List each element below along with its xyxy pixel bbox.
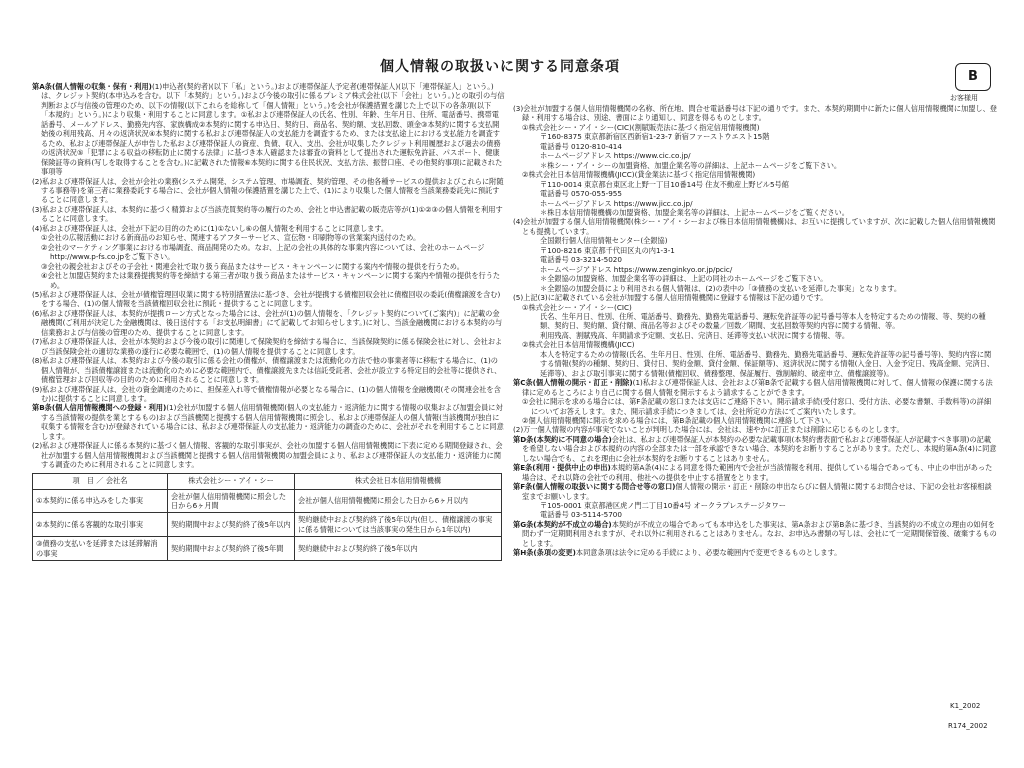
clause-paragraph — [513, 350, 997, 378]
clause-text: ②株式会社日本信用情報機構(JICC)(貸金業法に基づく指定信用情報機関) — [522, 170, 756, 180]
clause-text: (2)私および連帯保証人に係る本契約に基づく個人情報、客観的な取引事実が、会社の加盟する個人信用情報機関に下表に定める期間登録され、会社が加盟する個人信用情報機関および当該機関と提携する個人信用情報機関の加盟会員により、私および連帯保証人の支払能力・返済能力に関する調査のために利用されることに同意します。 — [32, 441, 503, 470]
clause-heading: 第B条(個人信用情報機関への登録・利用) — [32, 403, 167, 413]
clause-text: (3)会社が加盟する個人信用情報機関の名称、所在地、問合せ電話番号は下記の通りです。また、本契約期間中に新たに個人信用情報機関に加盟し、登録・利用する場合は、別途、書面により通知し、同意を得るものとします。 — [513, 104, 997, 123]
table-cell: ①本契約に係る申込みをした事実 — [33, 489, 168, 513]
clause-paragraph — [513, 463, 997, 482]
clause-paragraph — [513, 425, 997, 434]
clause-paragraph — [513, 170, 997, 179]
clause-paragraph — [32, 233, 505, 242]
clause-text: 本規約第A条(4)による同意を得た範囲内で会社が当該情報を利用、提供している場合であっても、中止の申出があった場合は、それ以降の会社での利用、他社への提供を中止する措置をとります。 — [522, 463, 993, 482]
clause-heading: 第C条(個人情報の開示・訂正・削除) — [513, 378, 633, 388]
table-header-item: 項 目 ／ 会社名 — [33, 473, 168, 489]
clause-text: (1)会社が加盟する個人信用情報機関(個人の支払能力・返済能力に関する情報の収集および加盟会員に対する当該情報の提供を業とするもの)および当該機関と提携する個人信用情報機関に照会し、私および連帯保証人の個人情報(当該機関が独自に収集する情報を含む)が登録されている場合には、私および連帯保証人の支払能力・返済能力の調査のために、会社がそれを利用することに同意します。 — [41, 403, 504, 441]
table-cell: 契約期間中および契約終了後5年間 — [168, 537, 295, 561]
clause-text: 〒105-0001 東京都港区虎ノ門二丁目10番4号 オークラプレステージタワー — [540, 501, 786, 511]
clause-text: (5)私および連帯保証人は、会社が債権管理回収業に関する特別措置法に基づき、会社が提携する債権回収会社に債権回収の委託(債権譲渡を含む)をする場合、(1)の個人情報を当該債権回収会社に預託・提供することに同意します。 — [32, 289, 501, 309]
clause-paragraph — [513, 510, 997, 519]
clause-heading: 第E条(利用・提供中止の申出) — [513, 463, 611, 473]
clause-text: 電話番号 0120-810-414 — [540, 141, 622, 151]
clause-paragraph — [32, 441, 505, 469]
clause-paragraph — [513, 208, 997, 217]
clause-text: (6)私および連帯保証人は、本契約が提携ローン方式となった場合には、会社が(1)の個人情報を、「クレジット契約について(ご案内)」に記載の金融機関(ご利用が決定した金融機関は、後日送付する「お支払明細書」にて記載してお知らせします。)に対し、当該金融機関における本契約の与信業務および与信後の管理のため、提供することに同意します。 — [32, 308, 503, 337]
badge-caption: お客様用 — [950, 94, 978, 102]
clause-paragraph — [513, 293, 997, 302]
clause-text: ＊株シー・アイ・シーの加盟資格、加盟企業名等の詳細は、上記ホームページをご覧下さい。 — [540, 160, 842, 170]
clause-text: 本契約が不成立の場合であっても本申込をした事実は、第A条および第B条に基づき、当該契約の不成立の理由の如何を問わず一定期間利用されますが、それ以外に利用されることはありません。なお、お申込み書類の写しは、会社にて一定期間保管後、破棄するものとします。 — [522, 519, 997, 548]
form-type-badge: B — [955, 63, 991, 91]
clause-paragraph — [513, 331, 997, 340]
table-cell: 会社が個人信用情報機関に照会した日から6ヶ月間 — [168, 489, 295, 513]
clause-paragraph — [513, 520, 997, 548]
clause-paragraph — [32, 243, 505, 262]
clause-text: ＊株日本信用情報機構の加盟資格、加盟企業名等の詳細は、上記ホームページをご覧ください。 — [540, 207, 849, 217]
clause-text: ②会社のマーケティング事業における市場調査、商品開発のため。なお、上記の会社の具体的な事業内容については、会社のホームページ http://www.p-fs.co.jpをご覧下さい。 — [41, 242, 485, 262]
clause-text: 本人を特定するための情報(氏名、生年月日、性別、住所、電話番号、勤務先、勤務先電話番号、運転免許証等の記号番号等)、契約内容に関する情報(契約の種類、契約日、貸付日、契約金額、貸付金額、保証額等)、返済状況に関する情報(入金日、入金予定日、残高金額、完済日、延滞等)、および取引事実に関する情報(債権回収、債務整理、保証履行、強制解約、破産申立、債権譲渡等)。 — [540, 349, 995, 378]
clause-paragraph — [32, 290, 505, 309]
clause-paragraph — [32, 205, 505, 224]
clause-paragraph — [513, 378, 997, 397]
clause-paragraph — [32, 224, 505, 233]
clause-text: (1)申込者(契約者)(以下「私」という。)および連帯保証人予定者(連帯保証人)(以下「連帯保証人」という。)は、クレジット契約(本申込みを含む。以下「本契約」という。)および今後の取引に係るプレミア株式会社(以下「会社」という。)との取引の与信判断および与信後の管理のため、以下の情報(以下これらを総称して「個人情報」という。)を会社が保護措置を講じた上で以下の各条項(以下「本規約」という。)により収集・利用することに同意します。①私および連帯保証人の氏名、性別、年齢、生年月日、住所、電話番号、携帯電話番号、メールアドレス、勤務先内容、家族構成②本契約に関する申込日、契約日、商品名、契約額、支払回数、頭金③本契約に関する支払開始後の利用残高、月々の返済状況④本契約に関する私および連帯保証人の支払能力を調査するため、または支払途上における支払能力を調査するため、私および連帯保証人が申告した私および連帯保証人の資産、負債、収入、支出、会社が収集したクレジット利用履歴および過去の債務の返済状況⑤「犯罪による収益の移転防止に関する法律」に基づき本人確認または審査の資料として提出された運転免許証、パスポート、健康保険証等の資料(写しを取得することを含む。)に記載された情報⑥本契約に関する住民状況、支払方法、振替口座、その他契約事項に記載された事項等 — [41, 82, 505, 177]
clause-paragraph — [513, 236, 997, 245]
table-cell: ③債務の支払いを延滞または延滞解消の事実 — [33, 537, 168, 561]
clause-paragraph — [32, 385, 505, 404]
clause-heading: 第H条(条項の変更) — [513, 548, 576, 558]
left-clauses — [32, 82, 505, 470]
clause-paragraph — [32, 356, 505, 384]
clause-paragraph — [32, 337, 505, 356]
clause-heading: 第D条(本契約に不同意の場合) — [513, 434, 612, 444]
right-column — [513, 104, 997, 558]
clause-paragraph — [32, 177, 505, 205]
clause-paragraph — [513, 217, 997, 236]
clause-heading: 第A条(個人情報の収集・保有・利用) — [32, 82, 152, 91]
registration-period-table — [32, 473, 502, 562]
clause-paragraph — [513, 189, 997, 198]
table-header-row — [33, 473, 502, 489]
clause-text: 氏名、生年月日、性別、住所、電話番号、勤務先、勤務先電話番号、運転免許証等の記号番号等本人を特定するための情報、等、契約の種類、契約日、契約額、貸付額、商品名等およびその数量／回数／期間、支払回数等契約内容に関する情報、等。 — [540, 311, 986, 331]
right-clauses — [513, 104, 997, 558]
clause-text: (7)私および連帯保証人は、会社が本契約および今後の取引に関連して保険契約を締結する場合に、当該保険契約に係る保険会社に対し、会社および当該保険会社の適切な業務の遂行に必要な範囲で、(1)の個人情報を提供することに同意します。 — [32, 337, 503, 356]
clause-text: (4)会社が加盟する個人信用情報機関(株シー・アイ・シーおよび株日本信用情報機構)は、お互いに提携していますが、次に記載した個人信用情報機関とも提携しています。 — [513, 217, 996, 236]
table-header-cic: 株式会社シー・アイ・シー — [168, 473, 295, 489]
clause-text: 〒100-8216 東京都千代田区丸の内1-3-1 — [540, 245, 675, 255]
clause-heading: 第F条(個人情報の取扱いに関する問合せ等の窓口) — [513, 482, 676, 492]
clause-paragraph — [513, 199, 997, 208]
clause-paragraph — [513, 397, 997, 416]
clause-text: 個人情報の開示・訂正・削除の申出ならびに個人情報に関するお問合せは、下記の会社お客様相談室までお願いします。 — [522, 482, 992, 501]
clause-paragraph — [513, 482, 997, 501]
table-row — [33, 537, 502, 561]
clause-text: ホームページアドレス https://www.zenginkyo.or.jp/pcic/ — [540, 264, 733, 274]
table-row — [33, 489, 502, 513]
clause-text: 全国銀行個人信用情報センター(全銀協) — [540, 236, 668, 246]
clause-text: 電話番号 03-3214-5020 — [540, 255, 622, 265]
clause-paragraph — [513, 340, 997, 349]
clause-text: (9)私および連帯保証人は、会社の資金調達のために、担保差入れ等で債権情報が必要となる場合に、(1)の個人情報を金融機関(その関連会社を含む)に提供することに同意します。 — [32, 384, 501, 403]
table-cell: 契約継続中および契約終了後5年以内(但し、債権譲渡の事実に係る情報については当該事実の発生日から1年以内) — [295, 513, 502, 537]
page-title: 個人情報の取扱いに関する同意条項 — [380, 59, 620, 75]
clause-text: (8)私および連帯保証人は、本契約および今後の取引に係る会社の債権が、債権譲渡または流動化の方法で他の事業者等に移転する場合に、(1)の個人情報が、当該債権譲渡または流動化のために必要な範囲内で、債権譲渡先または信託受託者、会社が設立する特定目的会社等に提供され、債権管理および回収等の目的のために利用されることに同意します。 — [32, 356, 502, 385]
clause-paragraph — [513, 265, 997, 274]
clause-text: 電話番号 0570-055-955 — [540, 189, 622, 199]
clause-paragraph — [513, 132, 997, 141]
clause-text: 〒160-8375 東京都新宿区西新宿1-23-7 新宿ファーストウエスト15階 — [540, 132, 770, 142]
clause-text: 利用残高、割賦残高、年間請求予定額、支払日、完済日、延滞等支払い状況に関する情報、等。 — [540, 330, 850, 340]
clause-paragraph — [513, 180, 997, 189]
clause-text: ＊全銀協の加盟会員により利用される個人情報は、(2)の表中の「③債務の支払いを延滞した事実」となります。 — [540, 283, 902, 293]
clause-paragraph — [513, 255, 997, 264]
clause-text: 〒110-0014 東京都台東区北上野一丁目10番14号 住友不動産上野ビル5号館 — [540, 179, 789, 189]
clause-text: 電話番号 03-5114-5700 — [540, 510, 622, 520]
clause-paragraph — [513, 246, 997, 255]
clause-paragraph — [513, 312, 997, 331]
clause-text: ②株式会社日本信用情報機構(JICC) — [522, 340, 635, 350]
clause-paragraph — [513, 416, 997, 425]
clause-text: ①会社の広報活動における新商品のお知らせ、関連するアフターサービス、宣伝物・印刷物等の営業案内送付のため。 — [41, 233, 421, 243]
clause-paragraph — [513, 104, 997, 123]
clause-paragraph — [513, 151, 997, 160]
clause-paragraph — [513, 274, 997, 283]
clause-text: (2)私および連帯保証人は、会社が会社の業務(システム開発、システム管理、市場調査、契約管理、その他各種サービスの提供およびこれらに附随する事務等)を第三者に業務委託する場合に、会社が個人情報の保護措置を講じた上で、(1)により収集した個人情報を当該業務委託先に預託することに同意します。 — [32, 176, 504, 205]
table-header-jicc: 株式会社日本信用情報機構 — [295, 473, 502, 489]
clause-paragraph — [32, 309, 505, 337]
clause-paragraph — [513, 142, 997, 151]
clause-paragraph — [513, 284, 997, 293]
form-code-1: K1_2002 — [950, 702, 981, 710]
clause-text: ①株式会社シー・アイ・シー(CIC) — [522, 302, 632, 312]
left-column — [32, 82, 505, 561]
clause-text: ②個人信用情報機関に開示を求める場合には、第B条記載の個人信用情報機関に連絡して下さい。 — [522, 415, 836, 425]
clause-paragraph — [32, 82, 505, 177]
table-cell: 契約期間中および契約終了後5年以内 — [168, 513, 295, 537]
clause-paragraph — [513, 548, 997, 557]
clause-text: 本同意条項は法令に定める手続により、必要な範囲内で変更できるものとします。 — [575, 548, 842, 558]
clause-paragraph — [32, 403, 505, 441]
clause-paragraph — [513, 123, 997, 132]
clause-paragraph — [513, 303, 997, 312]
form-code-2: R174_2002 — [948, 722, 988, 730]
clause-paragraph — [32, 262, 505, 271]
clause-text: 会社は、私および連帯保証人が本契約の必要な記載事項(本契約書表面で私および連帯保証人が記載すべき事項)の記載を希望しない場合および本規約の内容の全部または一部を承認できない場合、本契約をお断りすることがあります。ただし、本規約第A条(4)に同意しない場合でも、これを理由に会社が本契約をお断りすることはありません。 — [522, 434, 997, 463]
clause-text: (4)私および連帯保証人は、会社が下記の目的のために(1)①ないし⑥の個人情報を利用することに同意します。 — [32, 223, 389, 233]
clause-text: (2)万一個人情報の内容が事実でないことが判明した場合には、会社は、速やかに訂正または削除に応じるものとします。 — [513, 425, 904, 435]
table-row — [33, 513, 502, 537]
clause-paragraph — [513, 435, 997, 463]
clause-text: ＊全銀協の加盟資格、加盟企業名等の詳細は、上記の同社のホームページをご覧下さい。 — [540, 274, 828, 284]
clause-heading: 第G条(本契約が不成立の場合) — [513, 519, 612, 529]
table-cell: 会社が個人信用情報機関に照会した日から6ヶ月以内 — [295, 489, 502, 513]
clause-text: ホームページアドレス https://www.jicc.co.jp/ — [540, 198, 693, 208]
clause-text: (3)私および連帯保証人は、本契約に基づく精算および当該売買契約等の履行のため、会社と申込書記載の販売店等が(1)①②③の個人情報を利用することに同意します。 — [32, 204, 503, 224]
clause-paragraph — [513, 161, 997, 170]
clause-text: ④会社と加盟店契約または業務提携契約等を締結する第三者が取り扱う商品またはサービス・キャンペーンに関する案内や情報の提供を行うため。 — [41, 271, 501, 290]
clause-text: ③会社の親会社およびその子会社・関連会社で取り扱う商品またはサービス・キャンペーンに関する案内や情報の提供を行うため。 — [41, 261, 464, 271]
clause-text: ①株式会社シー・アイ・シー(CIC)(割賦販売法に基づく指定信用情報機関) — [522, 122, 760, 132]
clause-text: (5)上記(3)に記載されている会社が加盟する個人信用情報機関に登録する情報は下記の通りです。 — [513, 293, 828, 303]
table-cell: ②本契約に係る客観的な取引事実 — [33, 513, 168, 537]
clause-paragraph — [513, 501, 997, 510]
clause-text: ホームページアドレス https://www.cic.co.jp/ — [540, 151, 691, 161]
table-cell: 契約継続中および契約終了後5年以内 — [295, 537, 502, 561]
clause-text: ①会社に開示を求める場合には、第F条記載の窓口または支店にご連絡下さい。開示請求手続(受付窓口、受付方法、必要な書類、手数料等)の詳細についてお答えします。また、開示請求手続につきましては、会社所定の方法にてご案内いたします。 — [522, 397, 992, 416]
clause-paragraph — [32, 271, 505, 290]
clause-text: (1)私および連帯保証人は、会社および第B条で記載する個人信用情報機関に対して、個人情報の保護に関する法律に定めるところにより自己に関する個人情報を開示するよう請求することができます。 — [522, 378, 993, 397]
